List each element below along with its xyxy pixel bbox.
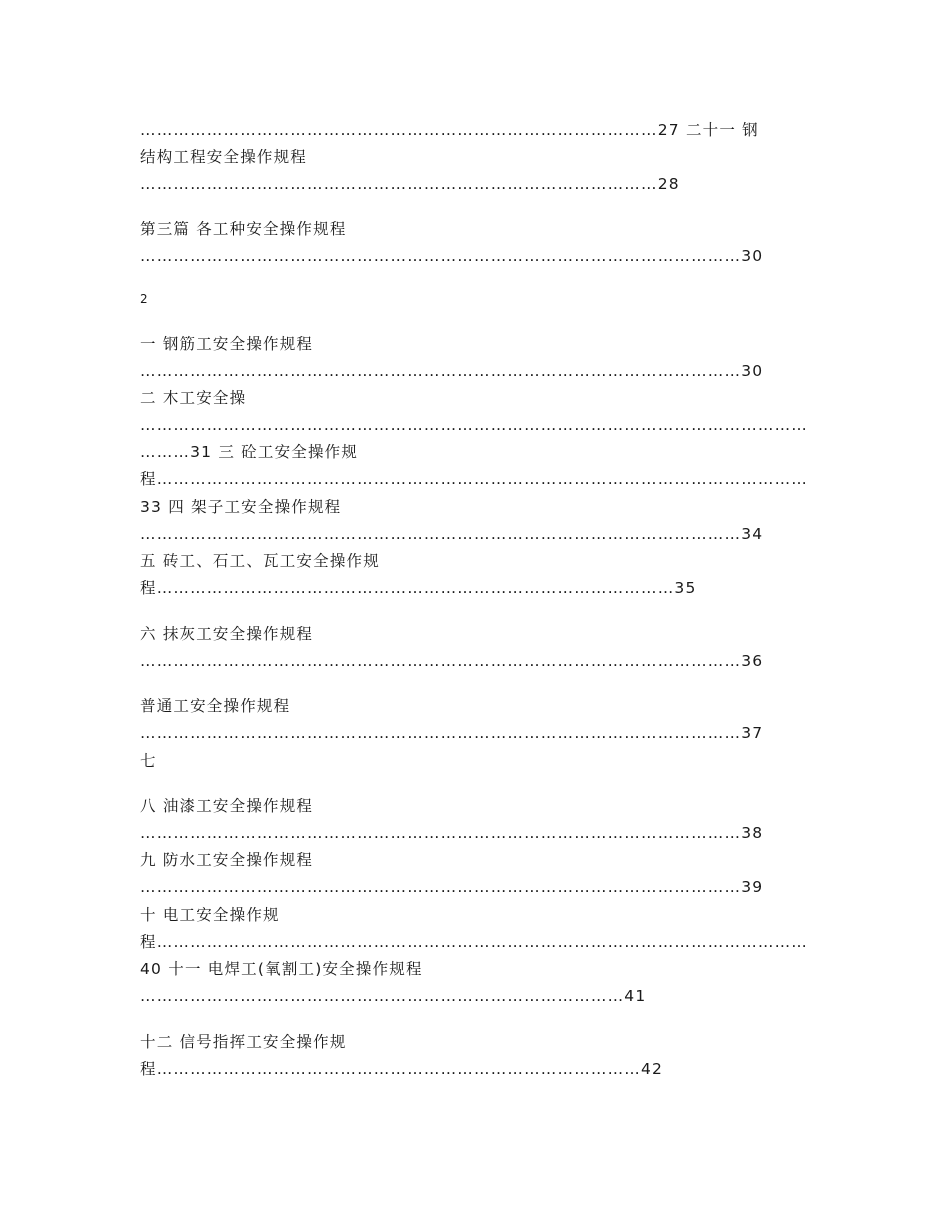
- toc-line: ………………………………………………………………………………………………30: [140, 247, 764, 265]
- toc-line: 程……………………………………………………………………………42: [140, 1060, 664, 1078]
- toc-line: 程………………………………………………………………………………………………………: [140, 470, 808, 488]
- toc-line: 程…………………………………………………………………………………35: [140, 579, 697, 597]
- toc-line: 五 砖工、石工、瓦工安全操作规: [140, 552, 380, 570]
- toc-line: 十二 信号指挥工安全操作规: [140, 1033, 347, 1051]
- toc-line: ………………………………………………………………………………………………38: [140, 824, 764, 842]
- toc-line: 结构工程安全操作规程: [140, 148, 308, 166]
- toc-line: ……………………………………………………………………………41: [140, 987, 647, 1005]
- toc-line: 九 防水工安全操作规程: [140, 851, 314, 869]
- toc-line: ………………………………………………………………………………………………30: [140, 362, 764, 380]
- toc-line: 六 抹灰工安全操作规程: [140, 625, 314, 643]
- toc-line: 普通工安全操作规程: [140, 697, 291, 715]
- toc-line: 七: [140, 752, 157, 770]
- toc-line: ………………………………………………………………………………………………34: [140, 525, 764, 543]
- toc-line: 第三篇 各工种安全操作规程: [140, 220, 347, 238]
- toc-line: ………31 三 砼工安全操作规: [140, 443, 359, 461]
- toc-line: ………………………………………………………………………………………………37: [140, 724, 764, 742]
- toc-line: 二 木工安全操: [140, 389, 247, 407]
- toc-line: …………………………………………………………………………………………………………: [140, 416, 808, 434]
- toc-line: …………………………………………………………………………………28: [140, 175, 680, 193]
- toc-line: ………………………………………………………………………………………………36: [140, 652, 764, 670]
- toc-line: 八 油漆工安全操作规程: [140, 797, 314, 815]
- toc-line: 33 四 架子工安全操作规程: [140, 498, 342, 516]
- toc-line: 十 电工安全操作规: [140, 906, 280, 924]
- toc-line: …………………………………………………………………………………27 二十一 钢: [140, 121, 759, 139]
- toc-line: 40 十一 电焊工(氧割工)安全操作规程: [140, 960, 423, 978]
- toc-line: 程………………………………………………………………………………………………………: [140, 933, 808, 951]
- toc-line: ………………………………………………………………………………………………39: [140, 878, 764, 896]
- toc-line: 一 钢筋工安全操作规程: [140, 335, 314, 353]
- page-number: 2: [140, 292, 148, 306]
